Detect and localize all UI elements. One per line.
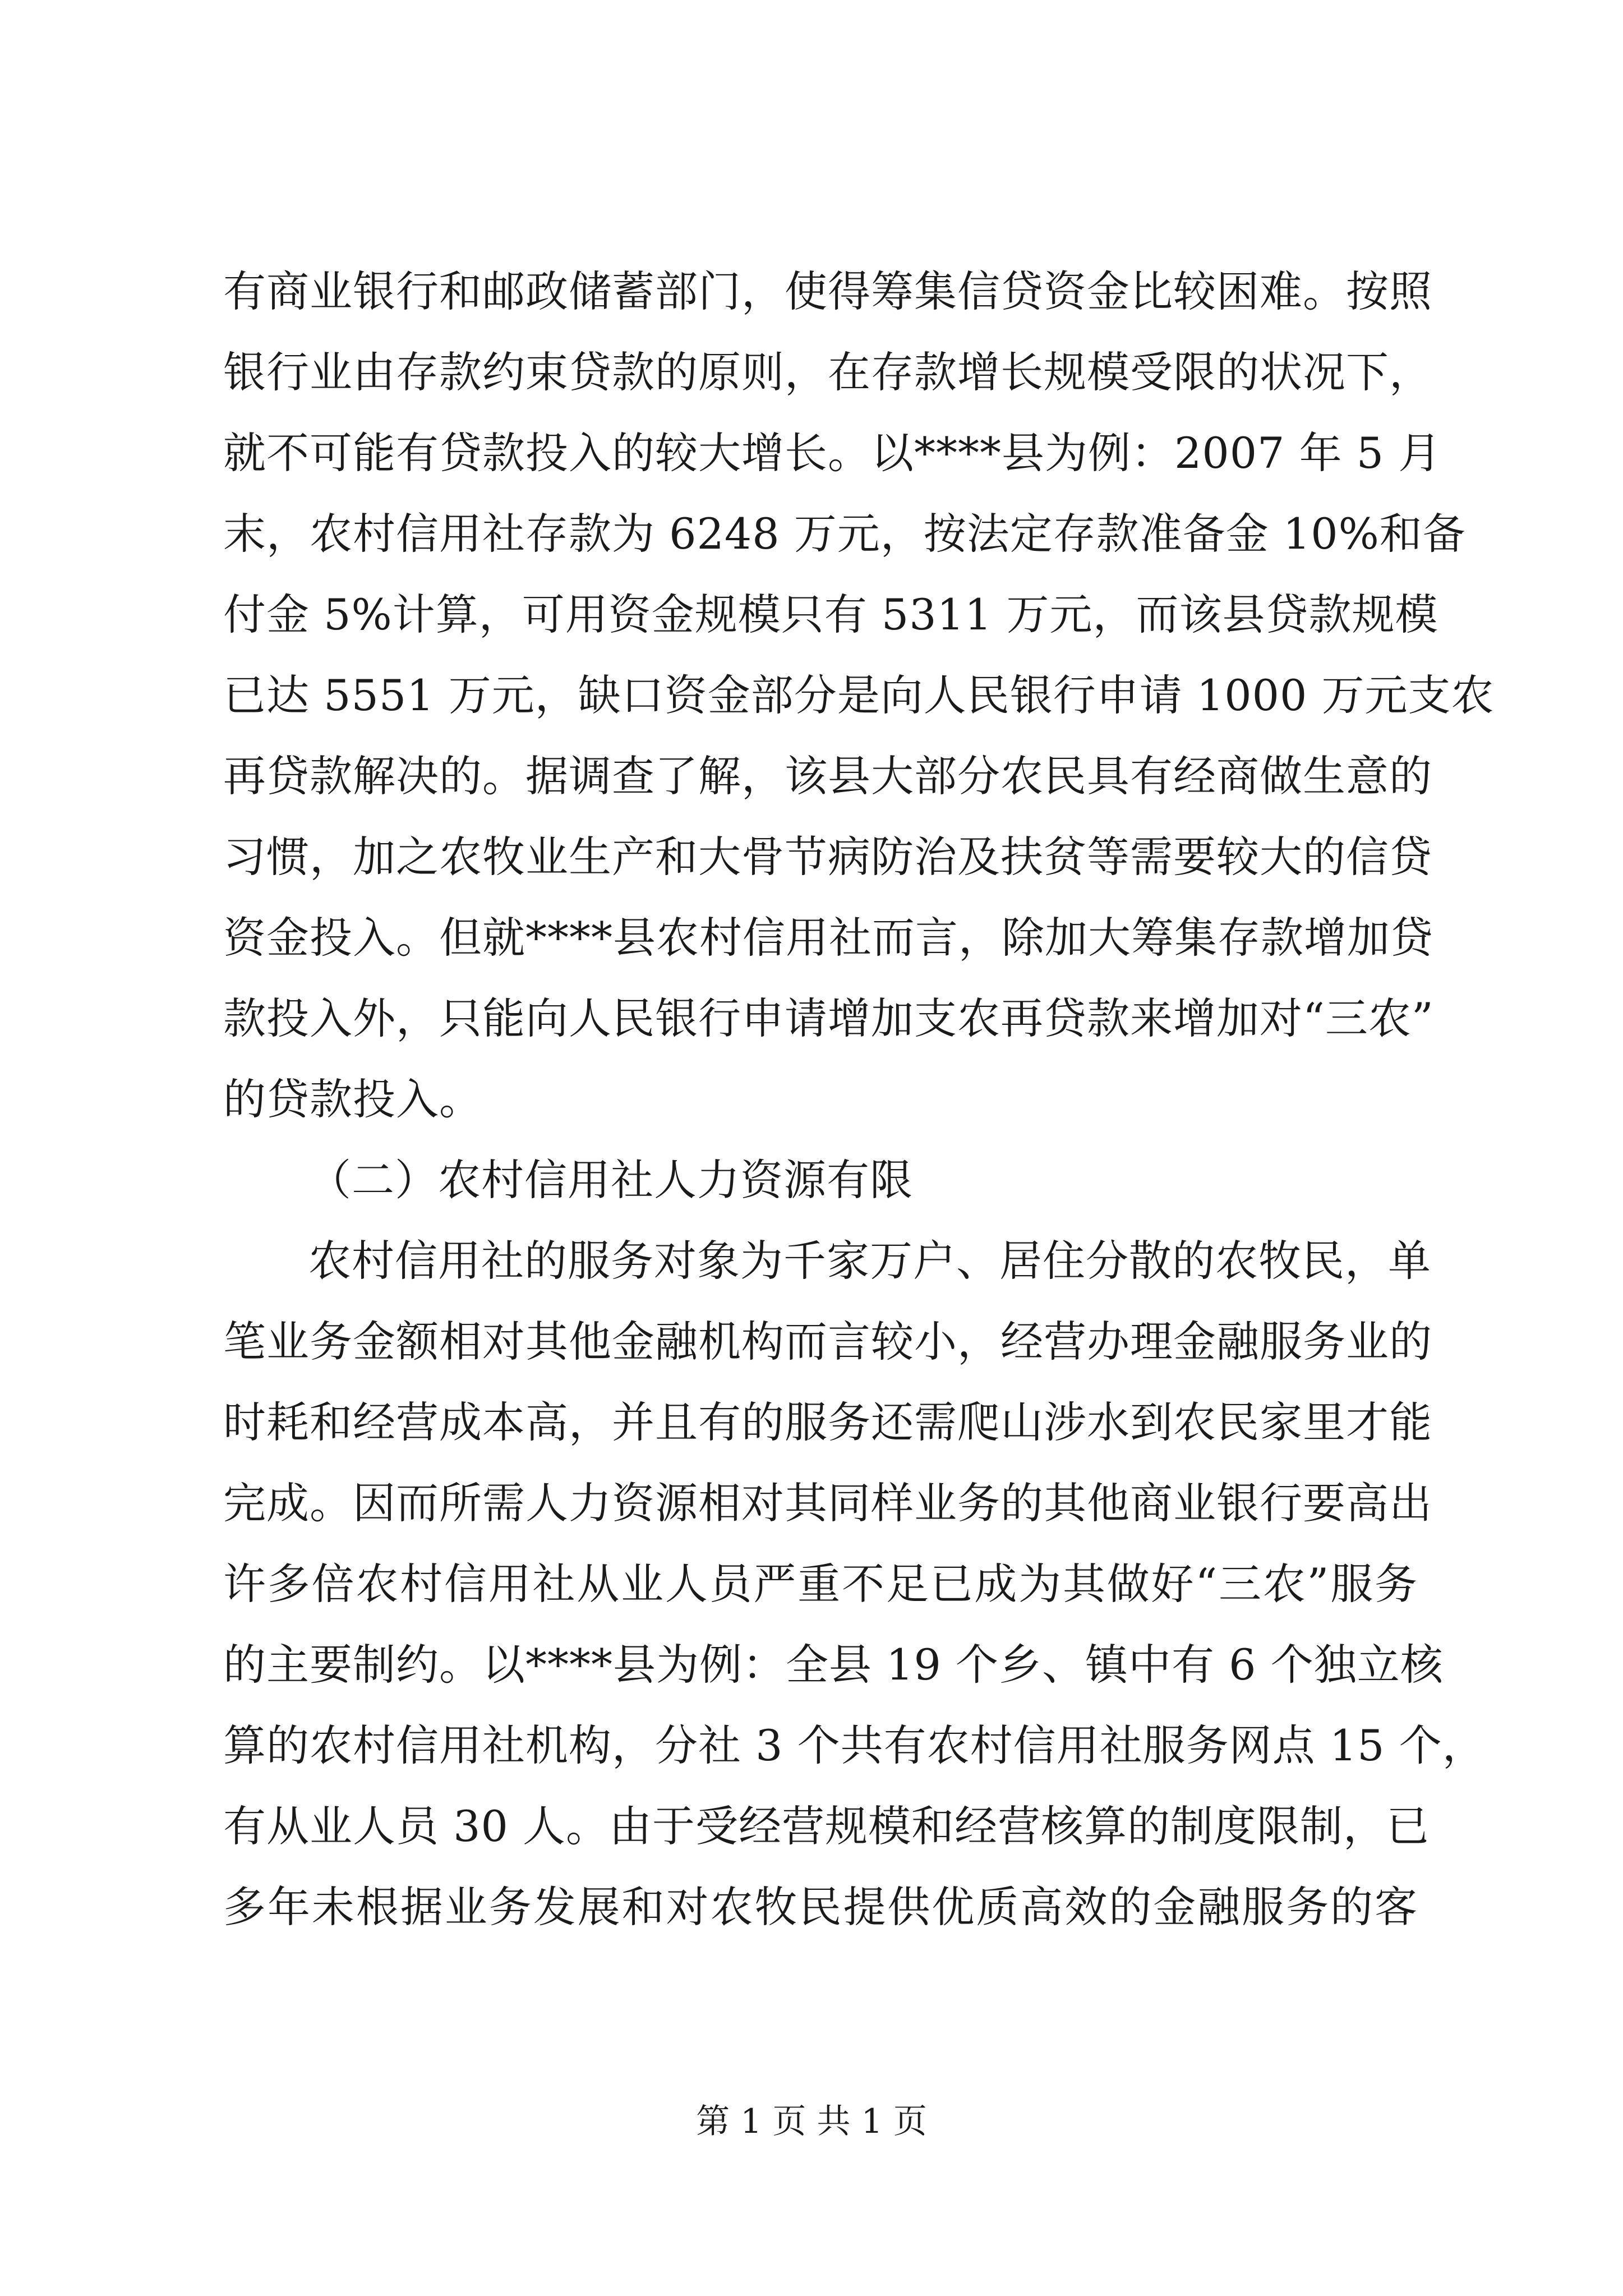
text-line: 末，农村信用社存款为 6248 万元，按法定存款准备金 10%和备 xyxy=(223,509,1466,559)
text-line: 多年未根据业务发展和对农牧民提供优质高效的金融服务的客 xyxy=(223,1882,1418,1932)
text-line: 资金投入。但就****县农村信用社而言，除加大筹集存款增加贷 xyxy=(223,913,1433,963)
text-line: 完成。因而所需人力资源相对其同样业务的其他商业银行要高出 xyxy=(223,1478,1432,1528)
document-body xyxy=(223,251,1495,1948)
section-heading: （二）农村信用社人力资源有限 xyxy=(308,1155,913,1205)
text-line: 付金 5%计算，可用资金规模只有 5311 万元，而该县贷款规模 xyxy=(223,590,1438,639)
text-line: 农村信用社的服务对象为千家万户、居住分散的农牧民，单 xyxy=(308,1236,1431,1286)
text-line: 笔业务金额相对其他金融机构而言较小，经营办理金融服务业的 xyxy=(223,1317,1432,1366)
text-line: 习惯，加之农牧业生产和大骨节病防治及扶贫等需要较大的信贷 xyxy=(223,832,1432,882)
text-line: 就不可能有贷款投入的较大增长。以****县为例：2007 年 5 月 xyxy=(223,428,1442,478)
text-line: 已达 5551 万元，缺口资金部分是向人民银行申请 1000 万元支农 xyxy=(223,670,1495,720)
text-line: 有从业人员 30 人。由于受经营规模和经营核算的制度限制，已 xyxy=(223,1801,1430,1851)
text-line: 的主要制约。以****县为例：全县 19 个乡、镇中有 6 个独立核 xyxy=(223,1640,1444,1690)
text-line: 银行业由存款约束贷款的原则，在存款增长规模受限的状况下， xyxy=(223,347,1432,397)
page-number-footer: 第 1 页 共 1 页 xyxy=(696,2102,927,2141)
text-line: 许多倍农村信用社从业人员严重不足已成为其做好“三农”服务 xyxy=(223,1559,1418,1609)
text-line: 时耗和经营成本高，并且有的服务还需爬山涉水到农民家里才能 xyxy=(223,1397,1432,1447)
text-line: 再贷款解决的。据调查了解，该县大部分农民具有经商做生意的 xyxy=(223,751,1432,801)
text-line: 款投入外，只能向人民银行申请增加支农再贷款来增加对“三农” xyxy=(223,993,1434,1043)
text-line: 的贷款投入。 xyxy=(223,1074,482,1124)
text-line: 算的农村信用社机构，分社 3 个共有农村信用社服务网点 15 个， xyxy=(223,1720,1486,1770)
text-line: 有商业银行和邮政储蓄部门，使得筹集信贷资金比较困难。按照 xyxy=(223,266,1432,316)
